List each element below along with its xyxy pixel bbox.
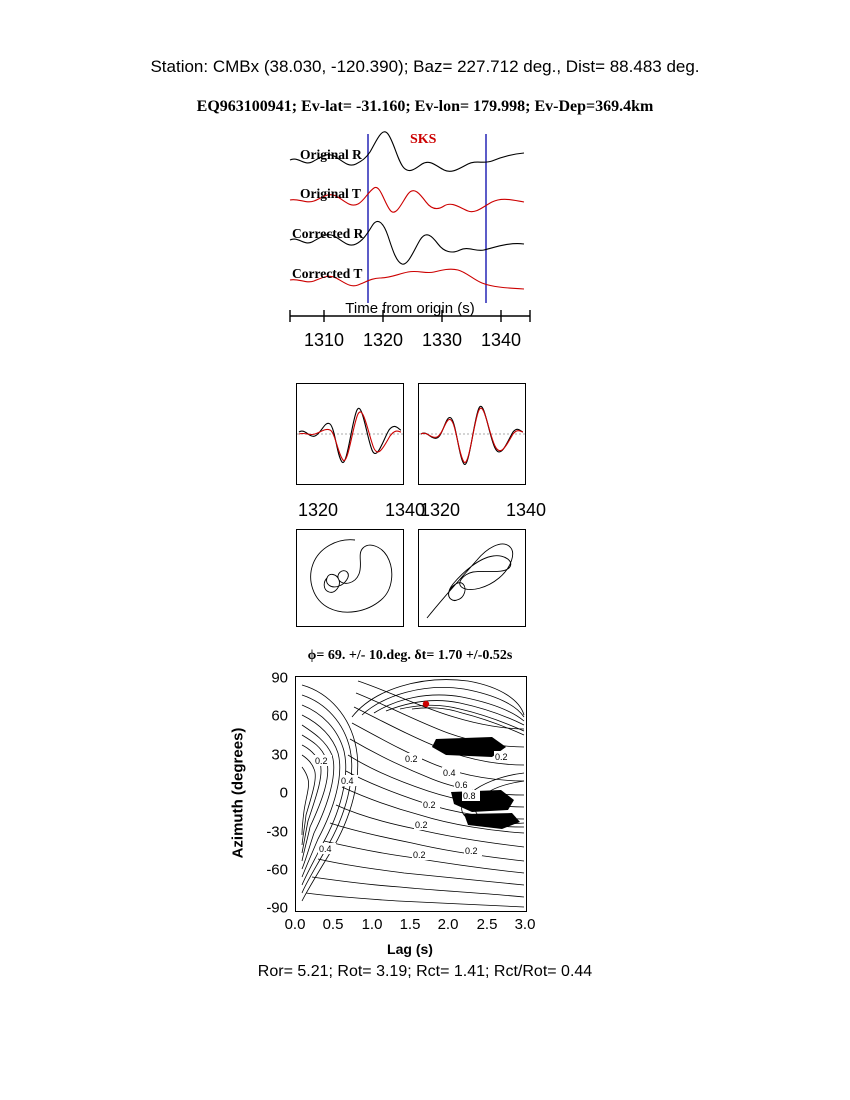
waveform-axis-label: Time from origin (s) [345, 300, 475, 317]
header-station-line: Station: CMBx (38.030, -120.390); Baz= 227.712 deg., Dist= 88.483 deg. [150, 57, 700, 76]
phase-label-sks: SKS [410, 132, 437, 147]
contour-ytick-30: 30 [271, 746, 288, 764]
contour-label: 0.2 [405, 754, 418, 764]
waveform-panel [280, 128, 540, 358]
contour-xtick-0.0: 0.0 [284, 916, 306, 933]
mini-waveform-ticklabels [280, 500, 550, 522]
mini-waveform-uncorrected [296, 383, 404, 485]
contour-ytick-labels [250, 669, 292, 917]
particle-motion-uncorrected-path [297, 530, 403, 626]
contour-xtick-1.5: 1.5 [399, 916, 421, 933]
contour-xtick-1.0: 1.0 [361, 916, 383, 933]
contour-plot [295, 676, 527, 912]
contour-ytick-90: 90 [271, 669, 288, 687]
contour-title: ϕ= 69. +/- 10.deg. δt= 1.70 +/-0.52s [307, 648, 513, 663]
contour-ylabel: Azimuth (degrees) [229, 727, 247, 859]
contour-label: 0.2 [465, 846, 478, 856]
header-event-line: EQ963100941; Ev-lat= -31.160; Ev-lon= 179.998; Ev-Dep=369.4km [196, 98, 654, 115]
particle-motion-corrected [418, 529, 526, 627]
contour-label: 0.4 [319, 844, 332, 854]
contour-label: 0.8 [463, 791, 476, 801]
mini-tick-right-1340: 1340 [505, 500, 547, 520]
contour-surface [296, 677, 526, 911]
contour-label: 0.6 [455, 780, 468, 790]
trace-label-corrected-r: Corrected R [292, 226, 364, 241]
waveform-tick-1340: 1340 [480, 330, 522, 350]
mini-tick-left-1320: 1320 [297, 500, 339, 520]
waveform-tick-1320: 1320 [362, 330, 404, 350]
trace-label-corrected-t: Corrected T [292, 266, 363, 281]
trace-label-original-r: Original R [300, 147, 362, 162]
mini-waveform-uncorrected-traces [297, 384, 403, 484]
contour-label: 0.4 [443, 768, 456, 778]
contour-xlabel: Lag (s) [387, 941, 433, 957]
mini-waveform-corrected-traces [419, 384, 525, 484]
contour-ytick-60: 60 [271, 707, 288, 725]
contour-ytick-m60: -60 [266, 861, 288, 879]
contour-label: 0.2 [423, 800, 436, 810]
contour-lines-left [302, 685, 358, 901]
contour-xtick-3.0: 3.0 [514, 916, 536, 933]
particle-motion-corrected-path [419, 530, 525, 626]
particle-motion-uncorrected [296, 529, 404, 627]
fast-trace [421, 406, 523, 464]
contour-ytick-0: 0 [279, 784, 288, 802]
best-fit-marker [423, 701, 429, 707]
contour-xtick-0.5: 0.5 [322, 916, 344, 933]
contour-label: 0.2 [315, 756, 328, 766]
fast-trace [299, 408, 401, 462]
contour-xtick-2.0: 2.0 [437, 916, 459, 933]
mini-tick-left-1340: 1340 [384, 500, 426, 520]
contour-xtick-labels [284, 916, 536, 938]
contour-label: 0.2 [413, 850, 426, 860]
mini-tick-right-1320: 1320 [419, 500, 461, 520]
footer-ratios-line: Ror= 5.21; Rot= 3.19; Rct= 1.41; Rct/Rot= 0.44 [257, 963, 593, 980]
contour-label: 0.2 [415, 820, 428, 830]
slow-trace [421, 408, 523, 462]
contour-xtick-2.5: 2.5 [476, 916, 498, 933]
waveform-tick-1310: 1310 [303, 330, 345, 350]
waveform-tick-1330: 1330 [421, 330, 463, 350]
contour-ytick-m30: -30 [266, 823, 288, 841]
trace-label-original-t: Original T [300, 186, 361, 201]
contour-label: 0.2 [495, 752, 508, 762]
contour-label: 0.4 [341, 776, 354, 786]
contour-dark-region [451, 790, 514, 812]
contour-ytick-m90: -90 [266, 899, 288, 917]
mini-waveform-corrected [418, 383, 526, 485]
